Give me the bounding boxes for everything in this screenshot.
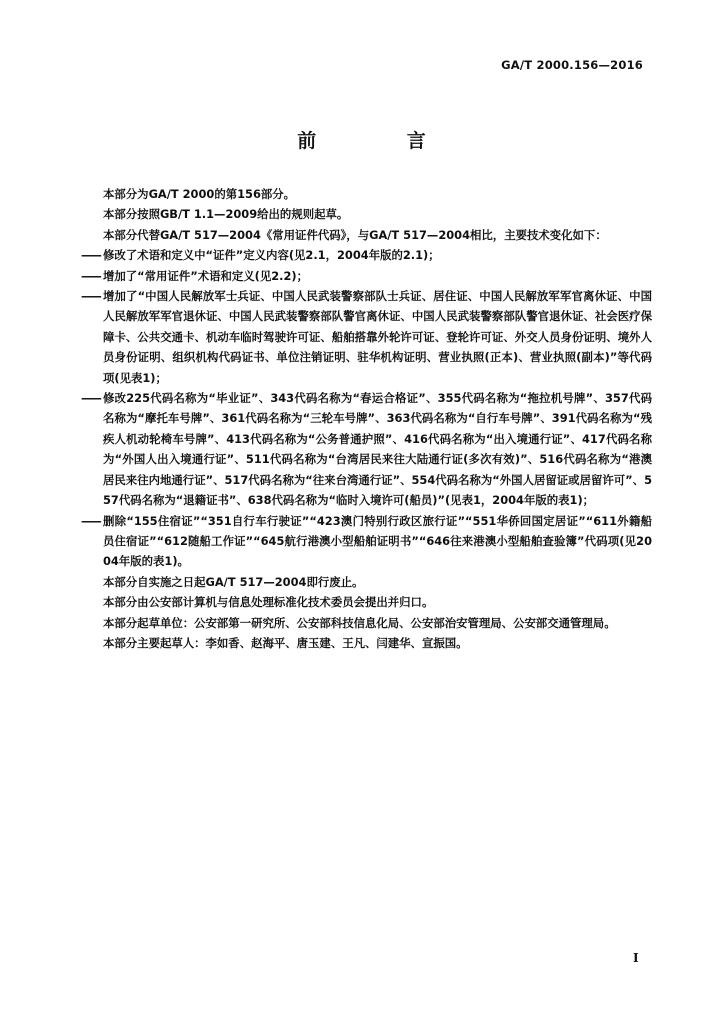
change-item-3 [82, 286, 652, 388]
page-number: I [633, 951, 639, 965]
dash-marker: —— [81, 513, 100, 528]
standard-code: GA/T 2000.156—2016 [501, 58, 643, 72]
change-text: 修改225代码名称为“毕业证”、343代码名称为“春运合格证”、355代码名称为“拖拉机号牌”、357代码名称为“摩托车号牌”、361代码名称为“三轮车号牌”、363代码名称为“自行车号牌”、391代码名称为“残疾人机动轮椅车号牌”、413代码名称为“公务普通护照”、416代码名称为“出入境通行证”、417代码名称为“外国人出入境通行证”、511代码名称为“台湾居民来往大陆通行证(多次有效)”、516代码名称为“港澳居民来往内地通行证”、517代码名称为“往来台湾通行证”、554代码名称为“外国人居留证或居留许可”、557代码名称为“退籍证书”、638代码名称为“临时入境许可(船员)”(见表1，2004年版的表1)； [103, 391, 652, 508]
paragraph-part-number: 本部分为GA/T 2000的第156部分。 [103, 187, 296, 201]
page-title: 前 言 [297, 130, 468, 152]
dash-marker: —— [81, 248, 100, 263]
change-item-2 [82, 266, 652, 286]
dash-marker: —— [81, 268, 100, 283]
paragraph-drafting-rules: 本部分按照GB/T 1.1—2009给出的规则起草。 [103, 207, 349, 222]
change-text: 增加了“中国人民解放军士兵证、中国人民武装警察部队士兵证、居住证、中国人民解放军军官离休证、中国人民解放军军官退休证、中国人民武装警察部队警官离休证、中国人民武装警察部队警官退休证、社会医疗保障卡、公共交通卡、机动车临时驾驶许可证、船舶搭靠外轮许可证、登轮许可证、外交人员身份证明、境外人员身份证明、组织机构代码证书、单位注销证明、驻华机构证明、营业执照(正本)、营业执照(副本)”等代码项(见表1)； [103, 289, 652, 385]
paragraph-replaces: 本部分代替GA/T 517—2004《常用证件代码》，与GA/T 517—2004相比，主要技术变化如下： [103, 227, 607, 242]
dash-marker: —— [81, 289, 100, 304]
change-text: 修改了术语和定义中“证件”定义内容(见2.1，2004年版的2.1)； [103, 248, 440, 263]
change-item-5 [82, 511, 652, 572]
change-text: 删除“155住宿证”“351自行车行驶证”“423澳门特别行政区旅行证”“551华侨回国定居证”“611外籍船员住宿证”“612随船工作证”“645航行港澳小型船舶证明书”“646往来港澳小型船舶查验簿”代码项(见2004年版的表1)。 [103, 513, 652, 569]
change-text: 增加了“常用证件”术语和定义(见2.2)； [103, 268, 309, 283]
paragraph-abolish: 本部分自实施之日起GA/T 517—2004即行废止。 [103, 574, 364, 589]
foreword-body [82, 184, 652, 653]
dash-marker: —— [81, 391, 100, 406]
paragraph-proposer: 本部分由公安部计算机与信息处理标准化技术委员会提出并归口。 [103, 595, 434, 610]
change-item-4 [82, 388, 652, 510]
change-item-1 [82, 245, 652, 265]
paragraph-drafting-units: 本部分起草单位：公安部第一研究所、公安部科技信息化局、公安部治安管理局、公安部交通管理局。 [103, 615, 616, 630]
paragraph-drafters: 本部分主要起草人：李如香、赵海平、唐玉建、王凡、闫建华、宣振国。 [103, 635, 468, 650]
